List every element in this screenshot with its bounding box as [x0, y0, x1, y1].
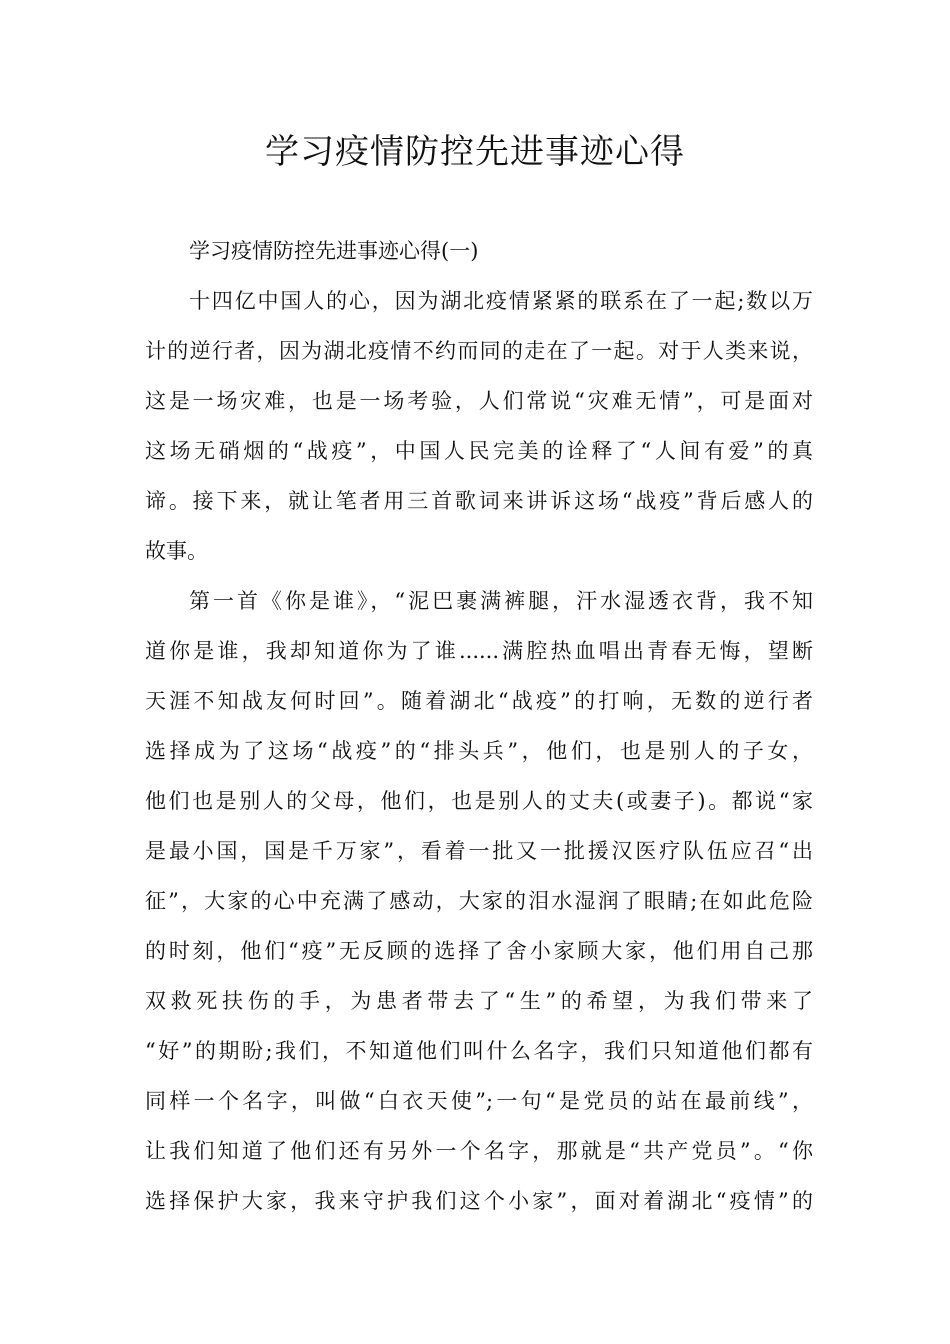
text-line: 让我们知道了他们还有另外一个名字，那就是“共产党员”。“你	[145, 1139, 813, 1163]
document-body	[145, 226, 813, 1226]
text-line: 他们也是别人的父母，他们，也是别人的丈夫(或妻子)。都说“家	[145, 789, 813, 813]
text-line: 计的逆行者，因为湖北疫情不约而同的走在了一起。对于人类来说，	[145, 339, 813, 363]
text-line: “好”的期盼;我们，不知道他们叫什么名字，我们只知道他们都有	[145, 1039, 813, 1063]
text-line: 的时刻，他们“疫”无反顾的选择了舍小家顾大家，他们用自己那	[145, 939, 813, 963]
text-line: 双救死扶伤的手，为患者带去了“生”的希望，为我们带来了	[145, 989, 813, 1013]
text-line: 这是一场灾难，也是一场考验，人们常说“灾难无情”，可是面对	[145, 389, 813, 413]
text-line: 是最小国，国是千万家”，看着一批又一批援汉医疗队伍应召“出	[145, 839, 813, 863]
text-line: 征”，大家的心中充满了感动，大家的泪水湿润了眼睛;在如此危险	[145, 889, 813, 913]
text-line: 选择保护大家，我来守护我们这个小家”，面对着湖北“疫情”的	[145, 1189, 813, 1213]
text-line: 道你是谁，我却知道你为了谁......满腔热血唱出青春无悔，望断	[145, 639, 813, 663]
text-line: 十四亿中国人的心，因为湖北疫情紧紧的联系在了一起;数以万	[189, 289, 813, 313]
text-line: 选择成为了这场“战疫”的“排头兵”，他们，也是别人的子女，	[145, 739, 813, 763]
text-line: 同样一个名字，叫做“白衣天使”;一句“是党员的站在最前线”，	[145, 1089, 813, 1113]
text-line: 谛。接下来，就让笔者用三首歌词来讲诉这场“战疫”背后感人的	[145, 489, 813, 513]
text-line: 第一首《你是谁》，“泥巴裹满裤腿，汗水湿透衣背，我不知	[189, 589, 813, 613]
text-line: 故事。	[145, 539, 208, 563]
text-line: 天涯不知战友何时回”。随着湖北“战疫”的打响，无数的逆行者	[145, 689, 813, 713]
text-line: 这场无硝烟的“战疫”，中国人民完美的诠释了“人间有爱”的真	[145, 439, 813, 463]
document-title: 学习疫情防控先进事迹心得	[265, 132, 685, 172]
text-line: 学习疫情防控先进事迹心得(一)	[189, 239, 479, 263]
